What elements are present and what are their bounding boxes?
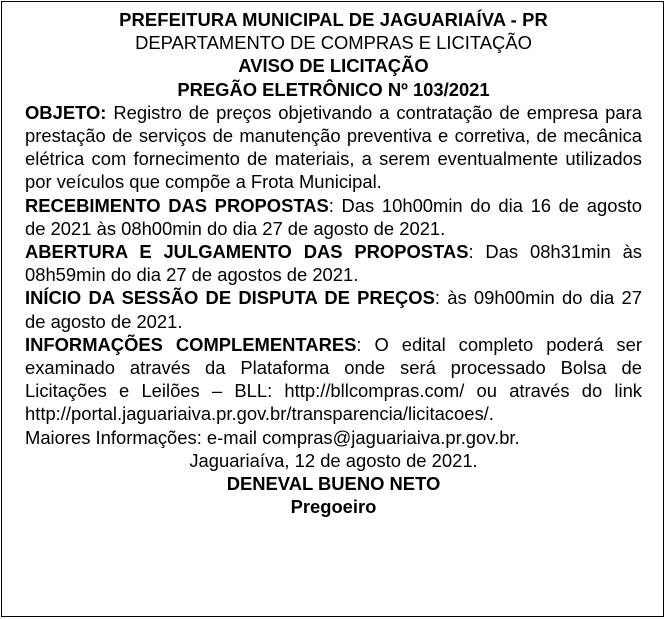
signer-name: DENEVAL BUENO NETO [226, 473, 441, 495]
header-aviso: AVISO DE LICITAÇÃO [238, 55, 429, 77]
inicio-text: : às 09h00min do dia 27 de agosto de 2021. [25, 287, 642, 332]
objeto-paragraph [25, 101, 642, 194]
header-pregao: PREGÃO ELETRÔNICO Nº 103/2021 [177, 78, 490, 100]
informacoes-text: : O edital completo poderá ser examinado através da Plataforma onde será processado Bolsa de Licitações e Leilões – BLL: http://bllcompras.com/ ou através do link [25, 333, 642, 402]
abertura-text: : Das 08h31min às 08h59min do dia 27 de agostos de 2021. [25, 241, 642, 286]
bidding-notice [1, 1, 664, 617]
informacoes-label: INFORMAÇÕES COMPLEMENTARES [25, 333, 357, 355]
abertura-paragraph [25, 240, 642, 286]
recebimento-text: : Das 10h00min do dia 16 de agosto de 2021 às 08h00min do dia 27 de agosto de 2021. [25, 194, 642, 239]
header-departamento: DEPARTAMENTO DE COMPRAS E LICITAÇÃO [135, 32, 532, 54]
informacoes-paragraph [25, 333, 642, 403]
inicio-label: INÍCIO DA SESSÃO DE DISPUTA DE PREÇOS [25, 287, 435, 309]
signer-role: Pregoeiro [290, 496, 377, 518]
inicio-paragraph [25, 286, 642, 332]
objeto-text: Registro de preços objetivando a contratação de empresa para prestação de serviços de manutenção preventiva e corretiva, de mecânica elétrica com fornecimento de materiais, a serem eventualmente utilizados por veículos que compõe a Frota Municipal. [25, 101, 642, 193]
header-prefeitura: PREFEITURA MUNICIPAL DE JAGUARIAÍVA - PR [119, 9, 548, 30]
abertura-label: ABERTURA E JULGAMENTO DAS PROPOSTAS [25, 241, 469, 263]
objeto-label: OBJETO: [25, 101, 107, 123]
recebimento-paragraph [25, 194, 642, 240]
recebimento-label: RECEBIMENTO DAS PROPOSTAS [25, 194, 329, 216]
portal-link[interactable]: http://portal.jaguariaiva.pr.gov.br/transparencia/licitacoes/. [25, 403, 494, 425]
date-line: Jaguariaíva, 12 de agosto de 2021. [189, 449, 478, 471]
maiores-informacoes: Maiores Informações: e-mail compras@jaguariaiva.pr.gov.br. [25, 426, 520, 448]
